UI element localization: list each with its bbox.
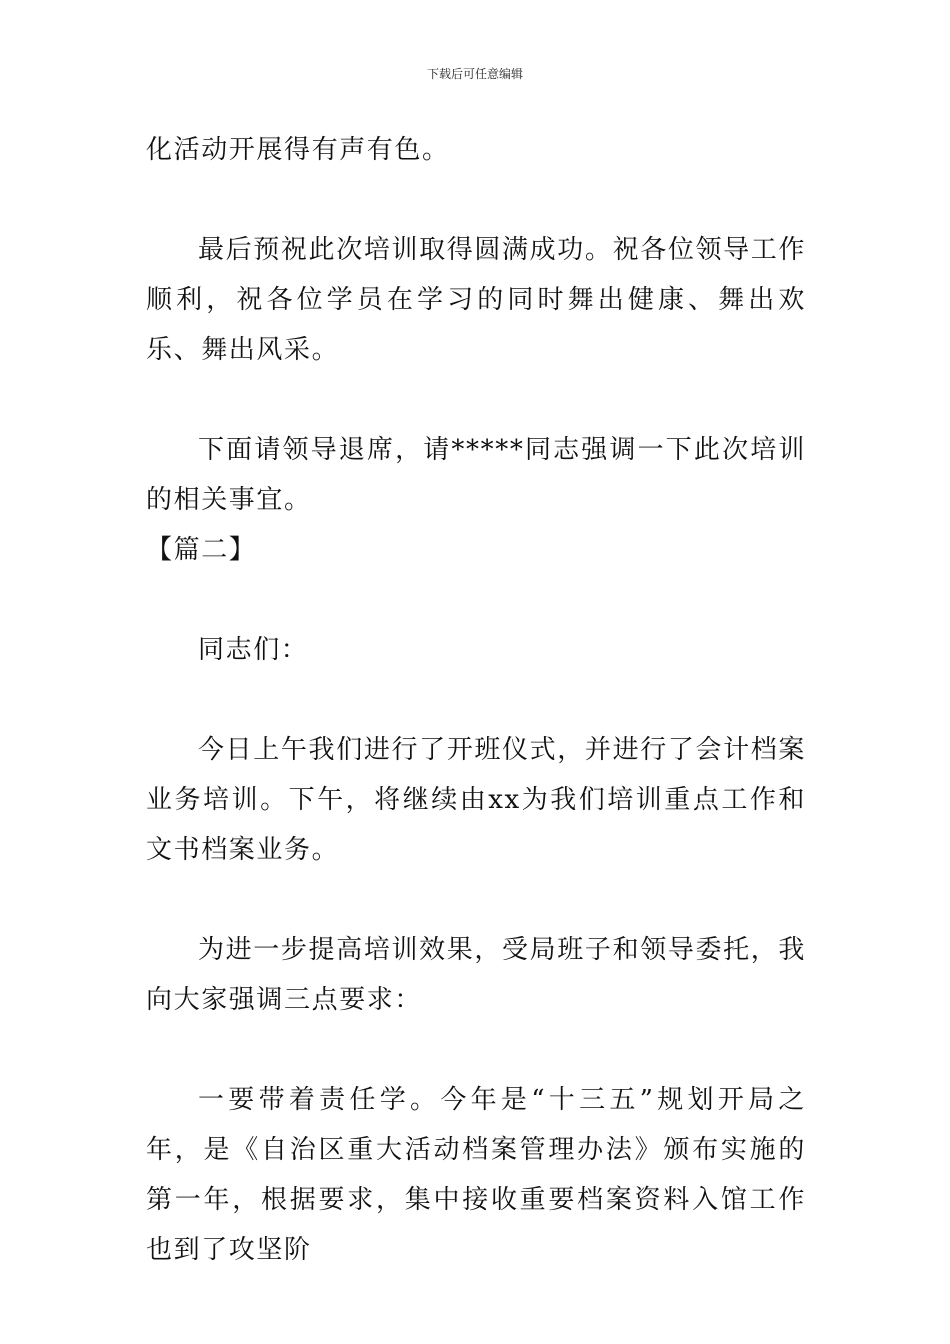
paragraph-gap	[146, 1025, 806, 1075]
document-body	[146, 125, 806, 1275]
section-title: 【篇二】	[146, 535, 257, 565]
paragraph-gap	[146, 875, 806, 925]
paragraph-morning-summary: 今日上午我们进行了开班仪式，并进行了会计档案业务培训。下午，将继续由xx为我们培训重点工作和文书档案业务。	[146, 735, 806, 865]
paragraph-leaders-exit: 下面请领导退席，请*****同志强调一下此次培训的相关事宜。	[146, 435, 806, 515]
paragraph-requirement-one: 一要带着责任学。今年是“十三五”规划开局之年，是《自治区重大活动档案管理办法》颁布实施的第一年，根据要求，集中接收重要档案资料入馆工作也到了攻坚阶	[146, 1085, 806, 1265]
paragraph-gap	[146, 675, 806, 725]
paragraph-gap	[146, 175, 806, 225]
page-header: 下载后可任意编辑	[426, 67, 523, 81]
paragraph-requirements-intro: 为进一步提高培训效果，受局班子和领导委托，我向大家强调三点要求：	[146, 935, 806, 1015]
paragraph-continuation: 化活动开展得有声有色。	[146, 135, 450, 165]
paragraph-gap	[146, 575, 806, 625]
paragraph-closing-wishes: 最后预祝此次培训取得圆满成功。祝各位领导工作顺利，祝各位学员在学习的同时舞出健康、舞出欢乐、舞出风采。	[146, 235, 806, 365]
paragraph-gap	[146, 375, 806, 425]
paragraph-salutation: 同志们：	[198, 635, 309, 665]
